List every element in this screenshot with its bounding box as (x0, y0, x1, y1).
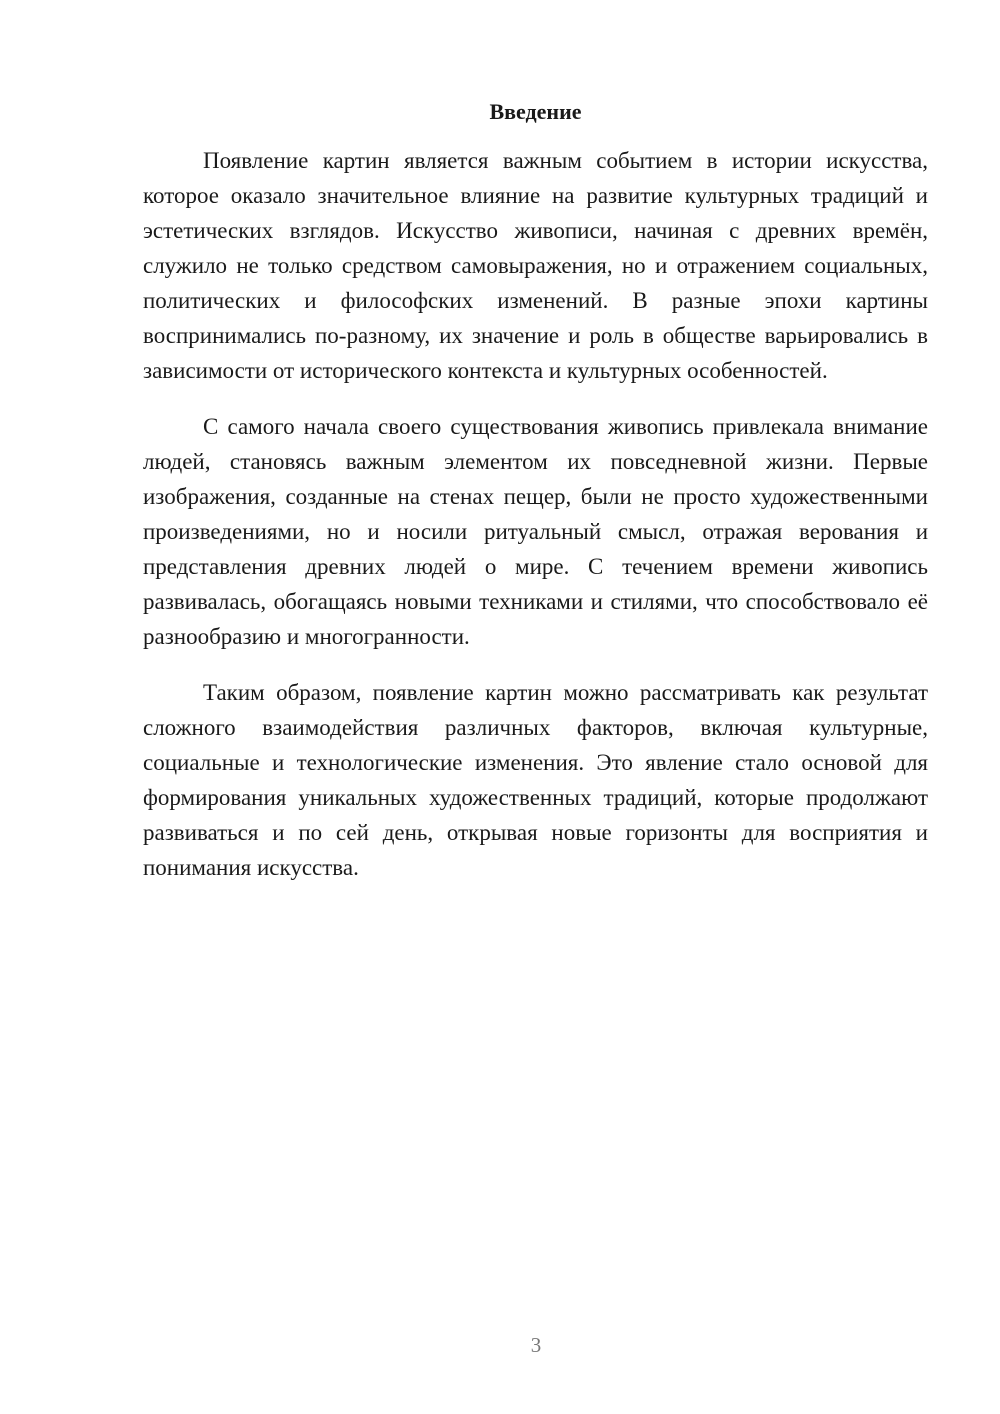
section-title: Введение (489, 99, 582, 124)
page-content (143, 96, 928, 906)
page-number: 3 (530, 1333, 542, 1357)
paragraph-2: С самого начала своего существования живопись привлекала внимание людей, становясь важным элементом их повседневной жизни. Первые изображения, созданные на стенах пещер, были не просто художественными произведениями, но и носили ритуальный смысл, отражая верования и представления древних людей о мире. С течением времени живопись развивалась, обогащаясь новыми техниками и стилями, что способствовало её разнообразию и многогранности. (143, 414, 928, 649)
paragraph-1: Появление картин является важным событием в истории искусства, которое оказало значительное влияние на развитие культурных традиций и эстетических взглядов. Искусство живописи, начиная с древних времён, служило не только средством самовыражения, но и отражением социальных, политических и философских изменений. В разные эпохи картины воспринимались по-разному, их значение и роль в обществе варьировались в зависимости от исторического контекста и культурных особенностей. (143, 148, 928, 383)
paragraph-3: Таким образом, появление картин можно рассматривать как результат сложного взаимодействия различных факторов, включая культурные, социальные и технологические изменения. Это явление стало основой для формирования уникальных художественных традиций, которые продолжают развиваться и по сей день, открывая новые горизонты для восприятия и понимания искусства. (143, 680, 928, 880)
